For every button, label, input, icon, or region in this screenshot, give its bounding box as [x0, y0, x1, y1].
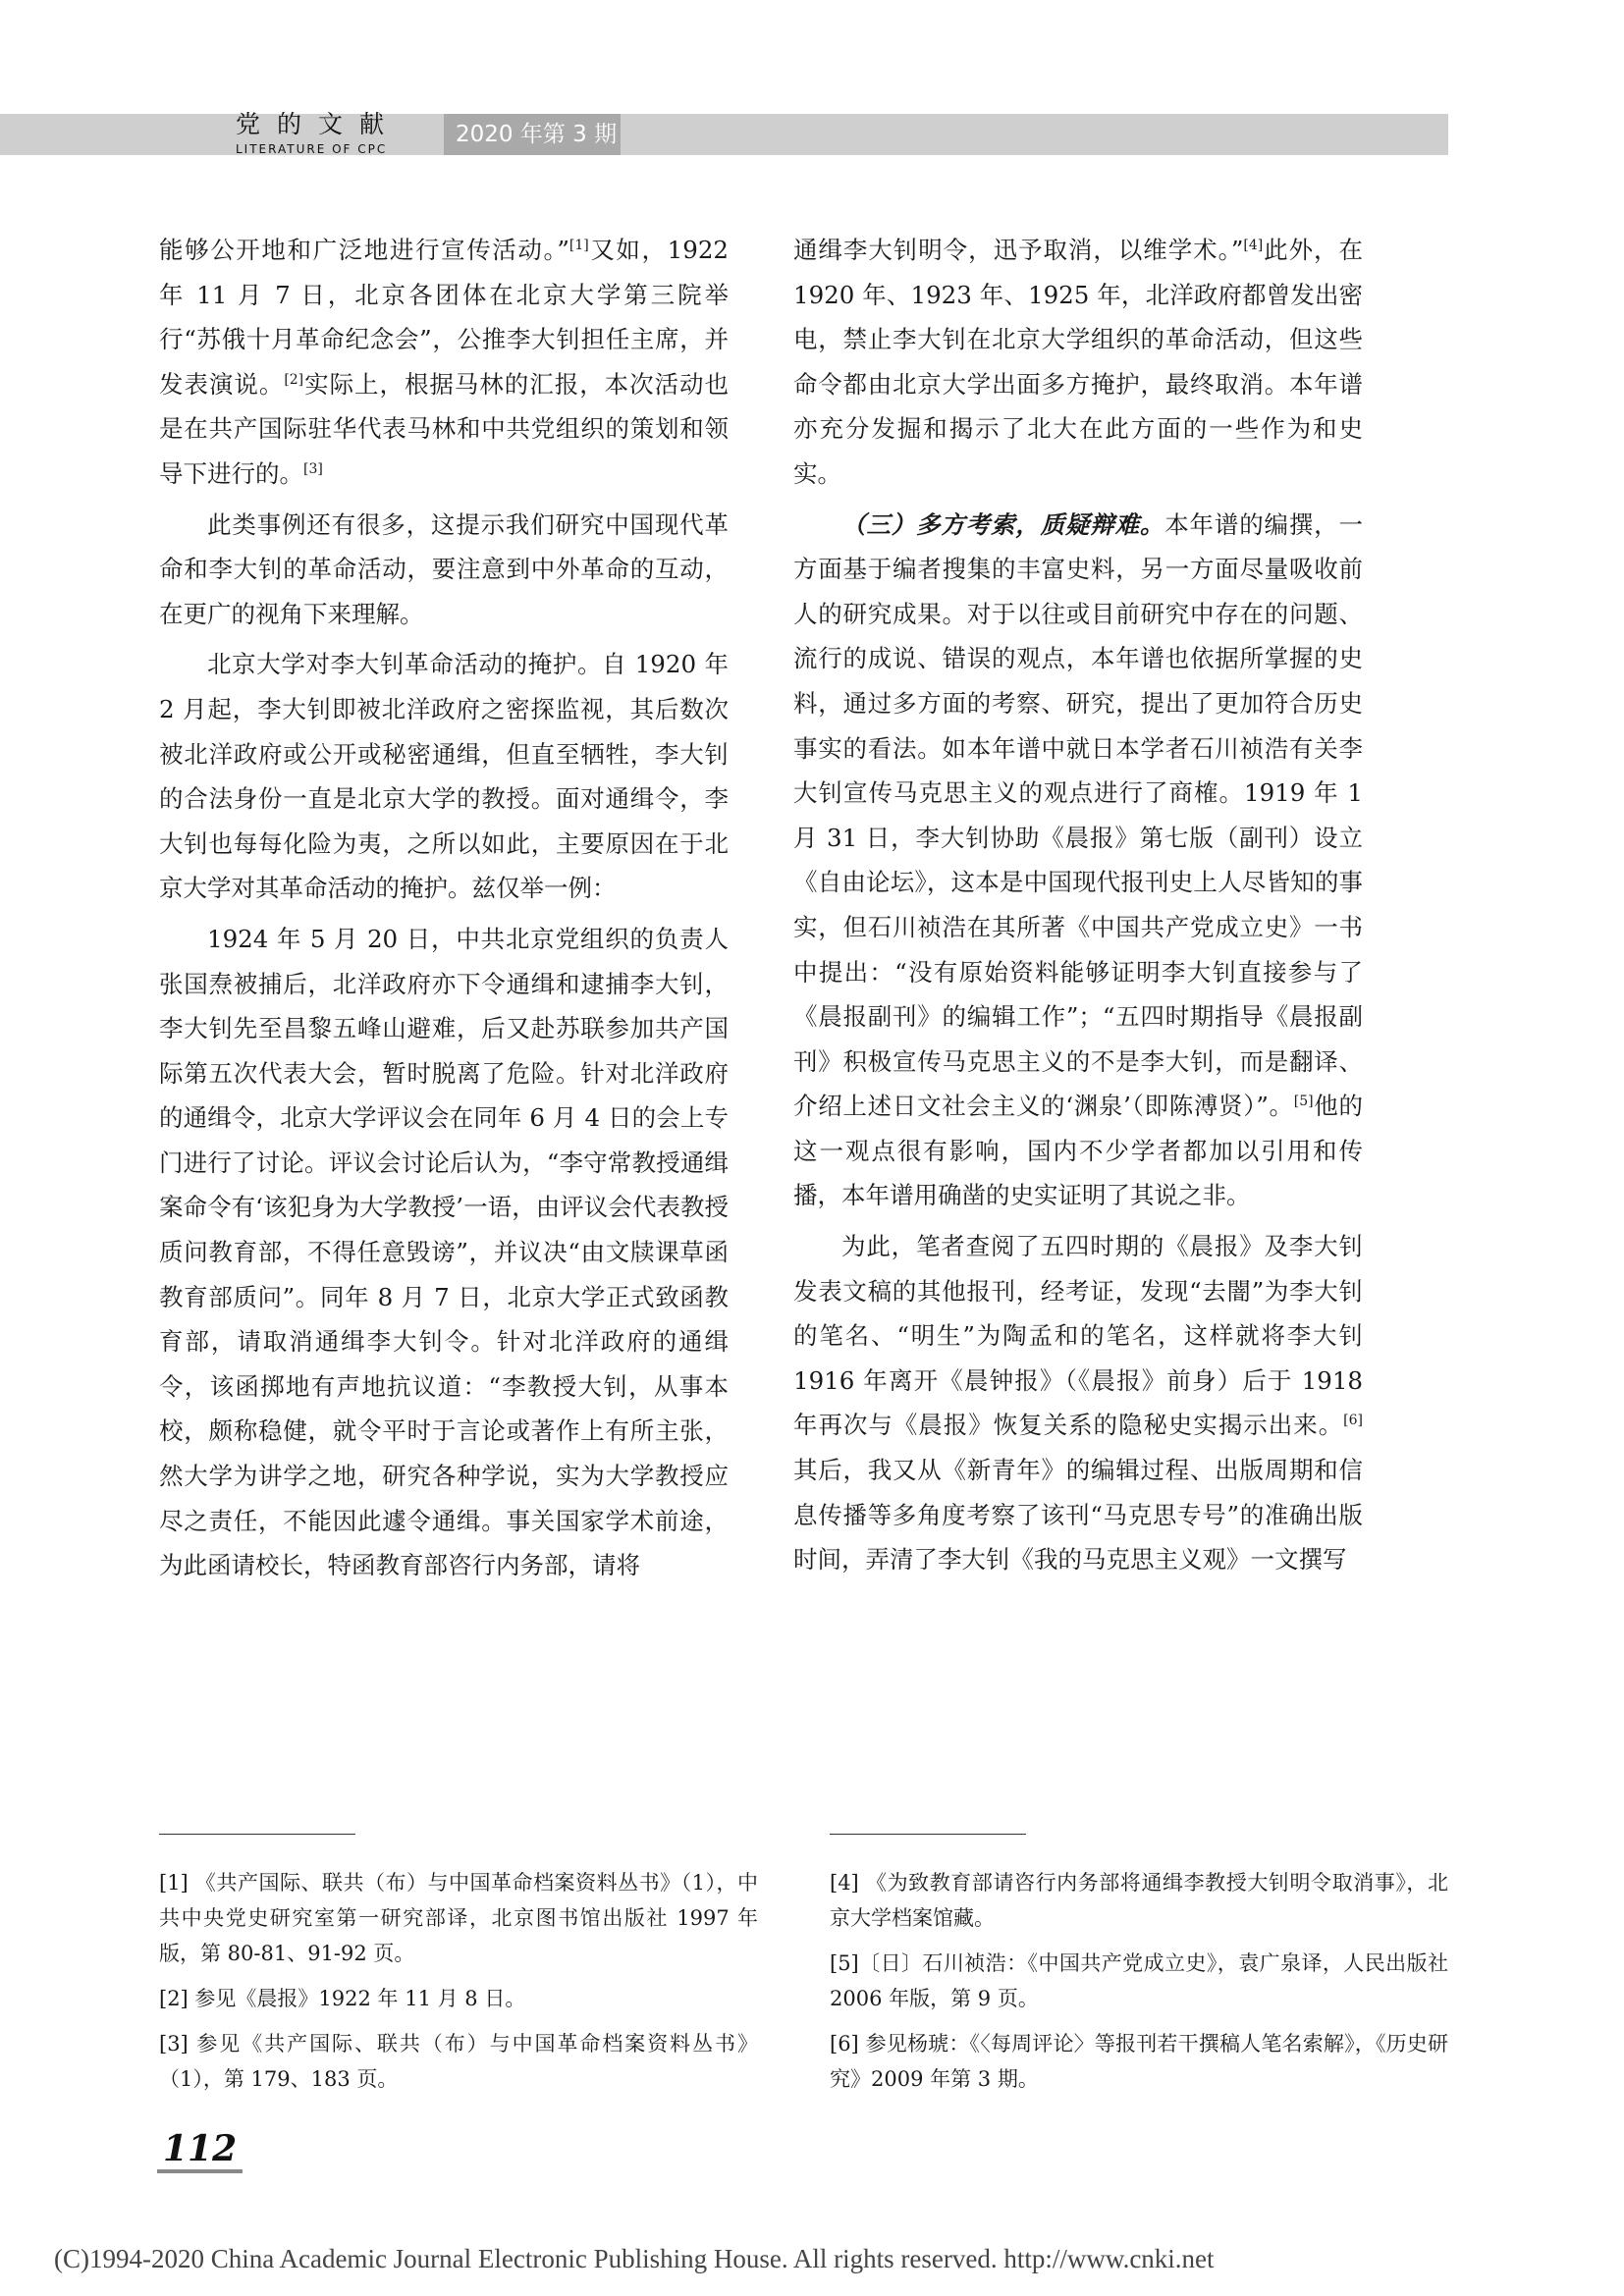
footnotes-left: [159, 1865, 758, 2107]
footnote-divider: [830, 1834, 1026, 1835]
citation-ref: [3]: [303, 460, 323, 477]
footnote: [5]〔日〕石川祯浩：《中国共产党成立史》，袁广泉译，人民出版社 2006 年版，第 9 页。: [830, 1951, 1448, 2010]
section-heading: （三）多方考索，质疑辩难。: [841, 509, 1165, 539]
citation-ref: [1]: [568, 237, 589, 253]
paragraph: 北京大学对李大钊革命活动的掩护。自 1920 年 2 月起，李大钊即被北洋政府之密探监视，其后数次被北洋政府或公开或秘密通缉，但直至牺牲，李大钊的合法身份一直是北京大学的教授。面对通缉令，李大钊也每每化险为夷，之所以如此，主要原因在于北京大学对其革命活动的掩护。兹仅举一例：: [159, 650, 729, 903]
footnote: [1] 《共产国际、联共（布）与中国革命档案资料丛书》（1），中共中央党史研究室第一研究部译，北京图书馆出版社 1997 年版，第 80-81、91-92 页。: [159, 1871, 758, 1965]
citation-ref: [4]: [1243, 237, 1264, 253]
copyright-notice: (C)1994-2020 China Academic Journal Electronic Publishing House. All rights reserved. http://www.cnki.net: [54, 2244, 1215, 2273]
citation-ref: [6]: [1343, 1413, 1363, 1429]
left-column: [159, 228, 729, 1594]
paragraph: [793, 1224, 1363, 1582]
header-band: [0, 114, 1448, 155]
footnote: [6] 参见杨琥：《〈每周评论〉等报刊若干撰稿人笔名索解》，《历史研究》2009 年第 3 期。: [830, 2032, 1448, 2091]
paragraph: 此类事例还有很多，这提示我们研究中国现代革命和李大钊的革命活动，要注意到中外革命的互动，在更广的视角下来理解。: [159, 509, 729, 628]
journal-masthead: [236, 110, 442, 157]
paragraph: [159, 228, 729, 497]
text-run: 此外，在 1920 年、1923 年、1925 年，北洋政府都曾发出密电，禁止李大钊在北京大学组织的革命活动，但这些命令都由北京大学出面多方掩护，最终取消。本年谱亦充分发掘和揭示了北大在此方面的一些作为和史实。: [793, 236, 1363, 488]
footnotes-right: [830, 1865, 1448, 2107]
text-run: 本年谱的编撰，一方面基于编者搜集的丰富史料，另一方面尽量吸收前人的研究成果。对于以往或目前研究中存在的问题、流行的成说、错误的观点，本年谱也依据所掌握的史料，通过多方面的考察、研究，提出了更加符合历史事实的看法。如本年谱中就日本学者石川祯浩有关李大钊宣传马克思主义的观点进行了商榷。1919 年 1 月 31 日，李大钊协助《晨报》第七版（副刊）设立《自由论坛》，这本是中国现代报刊史上人尽皆知的事实，但石川祯浩在其所著《中国共产党成立史》一书中提出：“没有原始资料能够证明李大钊直接参与了《晨报副刊》的编辑工作”；“五四时期指导《晨报副刊》积极宣传马克思主义的不是李大钊，而是翻译、介绍上述日文社会主义的‘渊泉’（即陈溥贤）”。: [793, 509, 1364, 1121]
text-run: 能够公开地和广泛地进行宣传活动。”: [159, 236, 569, 264]
citation-ref: [5]: [1293, 1094, 1314, 1110]
text-run: 为此，笔者查阅了五四时期的《晨报》及李大钊发表文稿的其他报刊，经考证，发现“去闇”为李大钊的笔名、“明生”为陶孟和的笔名，这样就将李大钊 1916 年离开《晨钟报》（《晨报》前身）后于 1918 年再次与《晨报》恢复关系的隐秘史实揭示出来。: [793, 1232, 1363, 1440]
issue-label: 2020 年第 3 期: [444, 114, 621, 155]
text-run: 又如，1922 年 11 月 7 日，北京各团体在北京大学第三院举行“苏俄十月革命纪念会”，公推李大钊担任主席，并发表演说。: [159, 236, 729, 399]
footnote: [2] 参见《晨报》1922 年 11 月 8 日。: [159, 1987, 526, 2010]
journal-subtitle: LITERATURE OF CPC: [236, 142, 388, 156]
journal-title: 党的文献: [236, 110, 402, 138]
paragraph: [793, 228, 1363, 497]
text-run: 其后，我又从《新青年》的编辑过程、出版周期和信息传播等多角度考察了该刊“马克思专号”的准确出版时间，弄清了李大钊《我的马克思主义观》一文撰写: [793, 1456, 1363, 1575]
footnote-divider: [159, 1834, 355, 1835]
text-run: 他的这一观点很有影响，国内不少学者都加以引用和传播，本年谱用确凿的史实证明了其说之非。: [793, 1092, 1363, 1210]
footnote: [4] 《为致教育部请咨行内务部将通缉李教授大钊明令取消事》，北京大学档案馆藏。: [830, 1871, 1448, 1930]
text-run: 通缉李大钊明令，迅予取消，以维学术。”: [793, 236, 1244, 264]
right-column: [793, 228, 1363, 1588]
paragraph: 1924 年 5 月 20 日，中共北京党组织的负责人张国焘被捕后，北洋政府亦下令通缉和逮捕李大钊，李大钊先至昌黎五峰山避难，后又赴苏联参加共产国际第五次代表大会，暂时脱离了危险。针对北洋政府的通缉令，北京大学评议会在同年 6 月 4 日的会上专门进行了讨论。评议会讨论后认为，“李守常教授通缉案命令有‘该犯身为大学教授’一语，由评议会代表教授质问教育部，不得任意毁谤”，并议决“由文牍课草函教育部质问”。同年 8 月 7 日，北京大学正式致函教育部，请取消通缉李大钊令。针对北洋政府的通缉令，该函掷地有声地抗议道：“李教授大钊，从事本校，颇称稳健，就令平时于言论或著作上有所主张，然大学为讲学之地，研究各种学说，实为大学教授应尽之责任，不能因此遽令通缉。事关国家学术前途，为此函请校长，特函教育部咨行内务部，请将: [159, 924, 729, 1580]
citation-ref: [2]: [284, 371, 304, 388]
paragraph: [793, 503, 1363, 1219]
text-run: 实际上，根据马林的汇报，本次活动也是在共产国际驻华代表马林和中共党组织的策划和领导下进行的。: [159, 369, 730, 488]
page-number: 112: [157, 2128, 243, 2173]
footnote: [3] 参见《共产国际、联共（布）与中国革命档案资料丛书》（1），第 179、183 页。: [159, 2032, 758, 2091]
